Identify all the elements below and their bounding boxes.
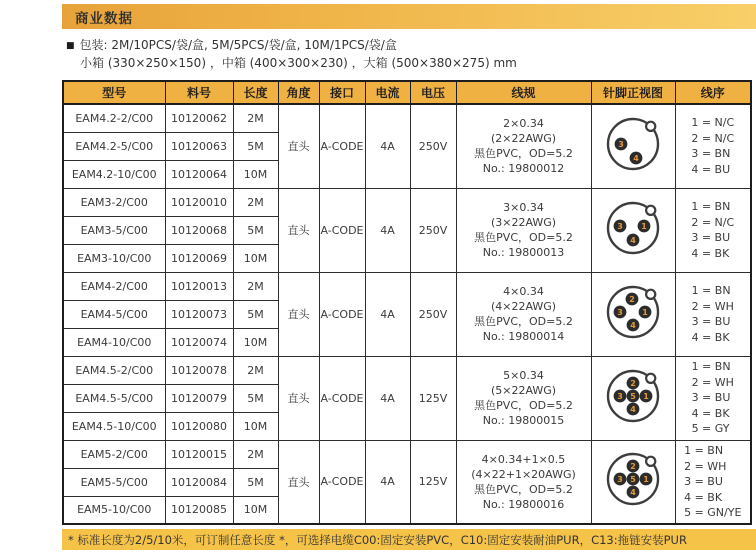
table-header-row (63, 81, 751, 104)
voltage-cell: 250V (410, 188, 456, 272)
part-number-cell: 10120079 (165, 384, 233, 412)
connector-pin-diagram-icon (599, 365, 667, 429)
footnote-bar: * 标准长度为2/5/10米，可订制任意长度 *，可选择电缆C00:固定安装PVC，C10:固定安装耐油PUR，C13:拖链安装PUR (62, 529, 756, 550)
keyway-notch-icon (646, 205, 655, 214)
wire-seq-block (691, 115, 734, 177)
length-cell: 5M (233, 468, 278, 496)
model-cell: EAM3-2/C00 (63, 188, 165, 216)
wire-spec-line: 3×0.34 (503, 201, 544, 214)
pin-number-label: 3 (618, 139, 624, 149)
wire-spec-line: (3×22AWG) (490, 216, 557, 229)
column-header: 型号 (63, 81, 165, 104)
packaging-line-1 (66, 37, 517, 55)
length-cell: 2M (233, 272, 278, 300)
pin-number-label: 3 (617, 221, 623, 231)
length-cell: 10M (233, 496, 278, 524)
column-header: 长度 (233, 81, 278, 104)
length-cell: 2M (233, 188, 278, 216)
pin-number-label: 3 (617, 475, 623, 485)
wire-seq-line: 1 = BN (684, 444, 724, 457)
table-row (63, 356, 751, 384)
pin-number-label: 1 (642, 307, 648, 317)
connector-pin-diagram-icon (599, 113, 667, 177)
length-cell: 10M (233, 412, 278, 440)
table-row (63, 272, 751, 300)
model-cell: EAM4.2-5/C00 (63, 132, 165, 160)
wire-seq-line: 1 = N/C (691, 116, 735, 130)
interface-cell: A-CODE (319, 104, 365, 188)
wire-seq-line: 3 = BU (691, 391, 731, 405)
column-header: 针脚正视图 (591, 81, 675, 104)
product-spec-table (62, 80, 752, 525)
model-cell: EAM4.5-2/C00 (63, 356, 165, 384)
wire-seq-line: 1 = BN (691, 284, 731, 297)
interface-cell: A-CODE (319, 440, 365, 524)
voltage-cell: 125V (410, 440, 456, 524)
current-cell: 4A (365, 440, 410, 524)
wire-spec-line: (5×22AWG) (490, 384, 557, 397)
table-row (63, 188, 751, 216)
pin-number-label: 1 (643, 475, 649, 485)
pin-number-label: 5 (630, 475, 636, 485)
model-cell: EAM4.5-10/C00 (63, 412, 165, 440)
wire-seq-cell (675, 440, 751, 524)
connector-pin-diagram-icon (599, 448, 667, 512)
wire-seq-line: 3 = BU (691, 315, 731, 328)
pin-view-cell (591, 356, 675, 440)
pin-view-cell (591, 272, 675, 356)
section-title-bar (62, 4, 756, 29)
wire-seq-block (692, 283, 734, 345)
wire-spec-line: No.: 19800013 (482, 246, 565, 259)
square-bullet-icon: ■ (66, 41, 75, 51)
model-cell: EAM4-5/C00 (63, 300, 165, 328)
wire-spec-line: 黑色PVC，OD=5.2 (474, 399, 573, 412)
wire-spec-line: 4×0.34+1×0.5 (481, 452, 566, 466)
wire-spec-block (458, 284, 590, 344)
wire-spec-line: 黑色PVC，OD=5.2 (474, 315, 573, 328)
interface-cell: A-CODE (319, 188, 365, 272)
part-number-cell: 10120015 (165, 440, 233, 468)
angle-cell: 直头 (278, 440, 319, 524)
wire-spec-cell (456, 356, 591, 440)
keyway-notch-icon (646, 373, 655, 382)
wire-spec-line: No.: 19800015 (482, 414, 565, 427)
wire-seq-line: 2 = N/C (691, 215, 735, 229)
length-cell: 5M (233, 132, 278, 160)
wire-seq-cell (675, 188, 751, 272)
model-cell: EAM5-2/C00 (63, 440, 165, 468)
column-header: 接口 (319, 81, 365, 104)
wire-seq-cell (675, 272, 751, 356)
wire-spec-line: No.: 19800012 (482, 162, 565, 176)
pin-number-label: 4 (633, 153, 639, 163)
part-number-cell: 10120062 (165, 104, 233, 132)
wire-seq-line: 4 = BK (691, 330, 730, 344)
length-cell: 2M (233, 440, 278, 468)
wire-spec-block (458, 452, 590, 512)
model-cell: EAM4.5-5/C00 (63, 384, 165, 412)
wire-seq-line: 3 = BU (684, 475, 723, 488)
pin-view-cell (591, 440, 675, 524)
angle-cell: 直头 (278, 272, 319, 356)
wire-seq-block (692, 359, 734, 437)
pin-number-label: 2 (630, 378, 636, 388)
model-cell: EAM3-5/C00 (63, 216, 165, 244)
wire-spec-cell (456, 440, 591, 524)
part-number-cell: 10120074 (165, 328, 233, 356)
wire-spec-cell (456, 188, 591, 272)
wire-spec-line: 黑色PVC，OD=5.2 (474, 231, 573, 244)
column-header: 电压 (410, 81, 456, 104)
current-cell: 4A (365, 272, 410, 356)
wire-seq-block (691, 199, 734, 261)
model-cell: EAM4-10/C00 (63, 328, 165, 356)
pin-number-label: 4 (630, 235, 636, 245)
length-cell: 10M (233, 244, 278, 272)
wire-seq-line: 4 = BK (691, 246, 730, 260)
pin-number-label: 4 (630, 404, 636, 414)
wire-spec-line: (4×22AWG) (490, 300, 557, 313)
model-cell: EAM5-10/C00 (63, 496, 165, 524)
current-cell: 4A (365, 104, 410, 188)
length-cell: 5M (233, 300, 278, 328)
column-header: 线序 (675, 81, 751, 104)
column-header: 角度 (278, 81, 319, 104)
part-number-cell: 10120063 (165, 132, 233, 160)
wire-spec-block (458, 116, 590, 176)
wire-spec-line: No.: 19800016 (482, 497, 565, 511)
angle-cell: 直头 (278, 356, 319, 440)
part-number-cell: 10120064 (165, 160, 233, 188)
wire-seq-line: 2 = WH (691, 299, 734, 313)
part-number-cell: 10120078 (165, 356, 233, 384)
wire-spec-block (458, 368, 590, 428)
length-cell: 10M (233, 160, 278, 188)
wire-seq-line: 5 = GY (691, 422, 730, 436)
wire-seq-line: 1 = BN (691, 360, 731, 374)
wire-seq-line: 3 = BU (691, 231, 731, 244)
current-cell: 4A (365, 356, 410, 440)
pin-number-label: 2 (630, 462, 636, 472)
wire-spec-line: 2×0.34 (503, 117, 544, 131)
wire-seq-line: 4 = BK (691, 406, 730, 420)
page-title: 商业数据 (75, 10, 133, 27)
part-number-cell: 10120084 (165, 468, 233, 496)
wire-seq-line: 2 = WH (684, 459, 727, 473)
keyway-notch-icon (646, 289, 655, 298)
wire-spec-block (458, 200, 590, 260)
length-cell: 5M (233, 384, 278, 412)
wire-spec-cell (456, 272, 591, 356)
pin-view-cell (591, 104, 675, 188)
packaging-line2-text: 小箱 (330×250×150) ，中箱 (400×300×230) ，大箱 (500×380×275) mm (80, 56, 517, 70)
model-cell: EAM3-10/C00 (63, 244, 165, 272)
column-header: 电流 (365, 81, 410, 104)
wire-spec-line: (2×22AWG) (490, 132, 557, 146)
pin-view-cell (591, 188, 675, 272)
pin-number-label: 4 (630, 488, 636, 498)
interface-cell: A-CODE (319, 356, 365, 440)
angle-cell: 直头 (278, 104, 319, 188)
pin-number-label: 3 (617, 307, 623, 317)
wire-spec-cell (456, 104, 591, 188)
model-cell: EAM5-5/C00 (63, 468, 165, 496)
table-row (63, 104, 751, 132)
wire-seq-line: 4 = BU (691, 162, 731, 176)
wire-spec-line: (4×22+1×20AWG) (471, 467, 576, 481)
pin-number-label: 3 (617, 391, 623, 401)
pin-number-label: 4 (630, 320, 636, 330)
part-number-cell: 10120068 (165, 216, 233, 244)
part-number-cell: 10120069 (165, 244, 233, 272)
wire-seq-line: 4 = BK (684, 490, 723, 504)
pin-number-label: 2 (629, 294, 635, 304)
keyway-notch-icon (646, 457, 655, 466)
column-header: 线规 (456, 81, 591, 104)
model-cell: EAM4-2/C00 (63, 272, 165, 300)
model-cell: EAM4.2-10/C00 (63, 160, 165, 188)
wire-seq-line: 3 = BN (691, 147, 731, 161)
pin-number-label: 1 (641, 221, 647, 231)
wire-spec-line: 4×0.34 (503, 285, 544, 298)
wire-spec-line: 黑色PVC，OD=5.2 (474, 147, 573, 161)
wire-spec-line: 5×0.34 (503, 369, 544, 382)
part-number-cell: 10120080 (165, 412, 233, 440)
keyway-notch-icon (646, 121, 655, 130)
connector-pin-diagram-icon (599, 281, 667, 345)
wire-seq-block (684, 443, 741, 521)
wire-spec-line: No.: 19800014 (482, 330, 565, 343)
pin-number-label: 1 (643, 391, 649, 401)
interface-cell: A-CODE (319, 272, 365, 356)
column-header: 料号 (165, 81, 233, 104)
table-row (63, 440, 751, 468)
voltage-cell: 125V (410, 356, 456, 440)
wire-seq-line: 1 = BN (691, 200, 731, 213)
wire-seq-line: 2 = WH (691, 375, 734, 389)
voltage-cell: 250V (410, 272, 456, 356)
model-cell: EAM4.2-2/C00 (63, 104, 165, 132)
wire-seq-cell (675, 104, 751, 188)
wire-seq-cell (675, 356, 751, 440)
part-number-cell: 10120085 (165, 496, 233, 524)
connector-pin-diagram-icon (599, 197, 667, 261)
length-cell: 5M (233, 216, 278, 244)
packaging-info (66, 37, 517, 72)
current-cell: 4A (365, 188, 410, 272)
pin-number-label: 5 (630, 391, 636, 401)
wire-seq-line: 2 = N/C (691, 131, 735, 145)
wire-spec-line: 黑色PVC，OD=5.2 (474, 482, 573, 496)
part-number-cell: 10120073 (165, 300, 233, 328)
part-number-cell: 10120013 (165, 272, 233, 300)
length-cell: 2M (233, 104, 278, 132)
length-cell: 2M (233, 356, 278, 384)
angle-cell: 直头 (278, 188, 319, 272)
packaging-line1-text: 包装: 2M/10PCS/袋/盒, 5M/5PCS/袋/盒, 10M/1PCS/袋/盒 (79, 38, 397, 52)
part-number-cell: 10120010 (165, 188, 233, 216)
wire-seq-line: 5 = GN/YE (684, 506, 742, 519)
voltage-cell: 250V (410, 104, 456, 188)
length-cell: 10M (233, 328, 278, 356)
